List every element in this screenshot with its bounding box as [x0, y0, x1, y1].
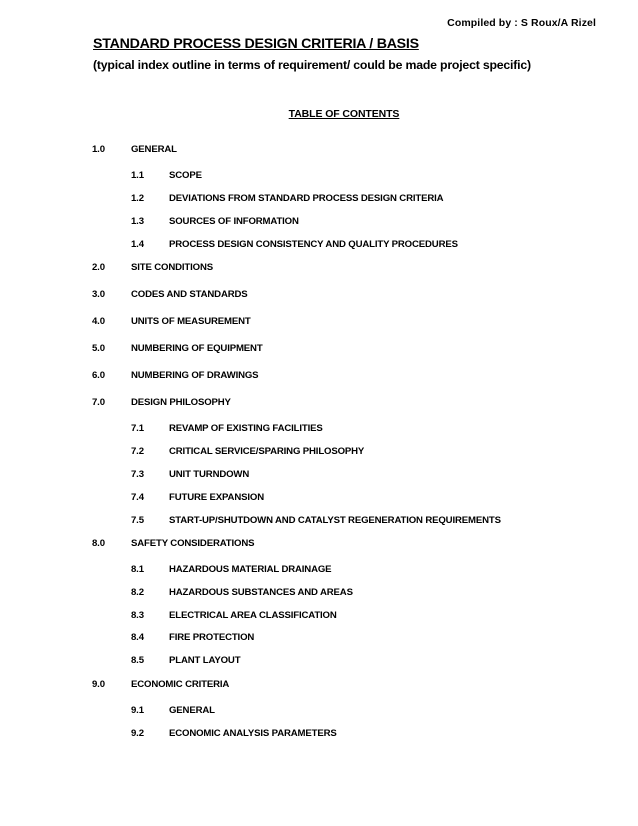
toc-entry-number: 9.2 [131, 728, 144, 739]
toc-entry-number: 7.3 [131, 469, 144, 480]
toc-entry-number: 7.4 [131, 492, 144, 503]
toc-entry-number: 8.3 [131, 610, 144, 621]
toc-entry-number: 9.1 [131, 705, 144, 716]
toc-entry-number: 4.0 [92, 316, 105, 327]
toc-entry-number: 9.0 [92, 679, 105, 690]
toc-entry-label: SCOPE [169, 170, 202, 181]
toc-entry-number: 1.2 [131, 193, 144, 204]
toc-entry-number: 3.0 [92, 289, 105, 300]
toc-entry-label: SOURCES OF INFORMATION [169, 216, 299, 227]
toc-entry-label: CRITICAL SERVICE/SPARING PHILOSOPHY [169, 446, 365, 457]
toc-entry-label: SAFETY CONSIDERATIONS [131, 538, 255, 549]
toc-entry-label: PLANT LAYOUT [169, 655, 241, 666]
toc-entry-label: ECONOMIC ANALYSIS PARAMETERS [169, 728, 337, 739]
toc-entry-label: NUMBERING OF EQUIPMENT [131, 343, 263, 354]
toc-entry-label: PROCESS DESIGN CONSISTENCY AND QUALITY PROCEDURES [169, 239, 458, 250]
toc-entry-label: HAZARDOUS SUBSTANCES AND AREAS [169, 587, 353, 598]
toc-entry-number: 8.4 [131, 632, 144, 643]
toc-entry-label: HAZARDOUS MATERIAL DRAINAGE [169, 564, 332, 575]
toc-entry-number: 8.5 [131, 655, 144, 666]
toc-entry-label: ECONOMIC CRITERIA [131, 679, 230, 690]
toc-entry-number: 7.0 [92, 397, 105, 408]
toc-entry-number: 1.1 [131, 170, 144, 181]
toc-entry-number: 8.1 [131, 564, 144, 575]
toc-entry-number: 7.1 [131, 423, 144, 434]
toc-entry-label: SITE CONDITIONS [131, 262, 213, 273]
toc-entry-label: DEVIATIONS FROM STANDARD PROCESS DESIGN CRITERIA [169, 193, 444, 204]
toc-entry-label: FUTURE EXPANSION [169, 492, 264, 503]
toc-entry-number: 2.0 [92, 262, 105, 273]
toc-entry-label: CODES AND STANDARDS [131, 289, 248, 300]
toc-entry-label: UNITS OF MEASUREMENT [131, 316, 251, 327]
toc-entry-number: 8.0 [92, 538, 105, 549]
document-title: STANDARD PROCESS DESIGN CRITERIA / BASIS [93, 36, 419, 52]
toc-entry-label: DESIGN PHILOSOPHY [131, 397, 231, 408]
toc-entry-label: GENERAL [131, 144, 177, 155]
toc-entry-number: 1.0 [92, 144, 105, 155]
toc-entry-label: REVAMP OF EXISTING FACILITIES [169, 423, 323, 434]
toc-entry-label: UNIT TURNDOWN [169, 469, 250, 480]
toc-entry-label: START-UP/SHUTDOWN AND CATALYST REGENERATION REQUIREMENTS [169, 515, 501, 526]
toc-entry-label: GENERAL [169, 705, 215, 716]
toc-entry-label: FIRE PROTECTION [169, 632, 255, 643]
toc-entry-number: 7.2 [131, 446, 144, 457]
compiled-by-note: Compiled by : S Roux/A Rizel [447, 17, 596, 29]
document-subtitle: (typical index outline in terms of requirement/ could be made project specific) [93, 58, 531, 72]
toc-entry-label: NUMBERING OF DRAWINGS [131, 370, 259, 381]
toc-entry-number: 5.0 [92, 343, 105, 354]
toc-entry-number: 1.3 [131, 216, 144, 227]
toc-entry-number: 7.5 [131, 515, 144, 526]
toc-entry-number: 1.4 [131, 239, 144, 250]
toc-heading: TABLE OF CONTENTS [288, 108, 400, 120]
toc-entry-number: 8.2 [131, 587, 144, 598]
toc-entry-label: ELECTRICAL AREA CLASSIFICATION [169, 610, 337, 621]
toc-entry-number: 6.0 [92, 370, 105, 381]
